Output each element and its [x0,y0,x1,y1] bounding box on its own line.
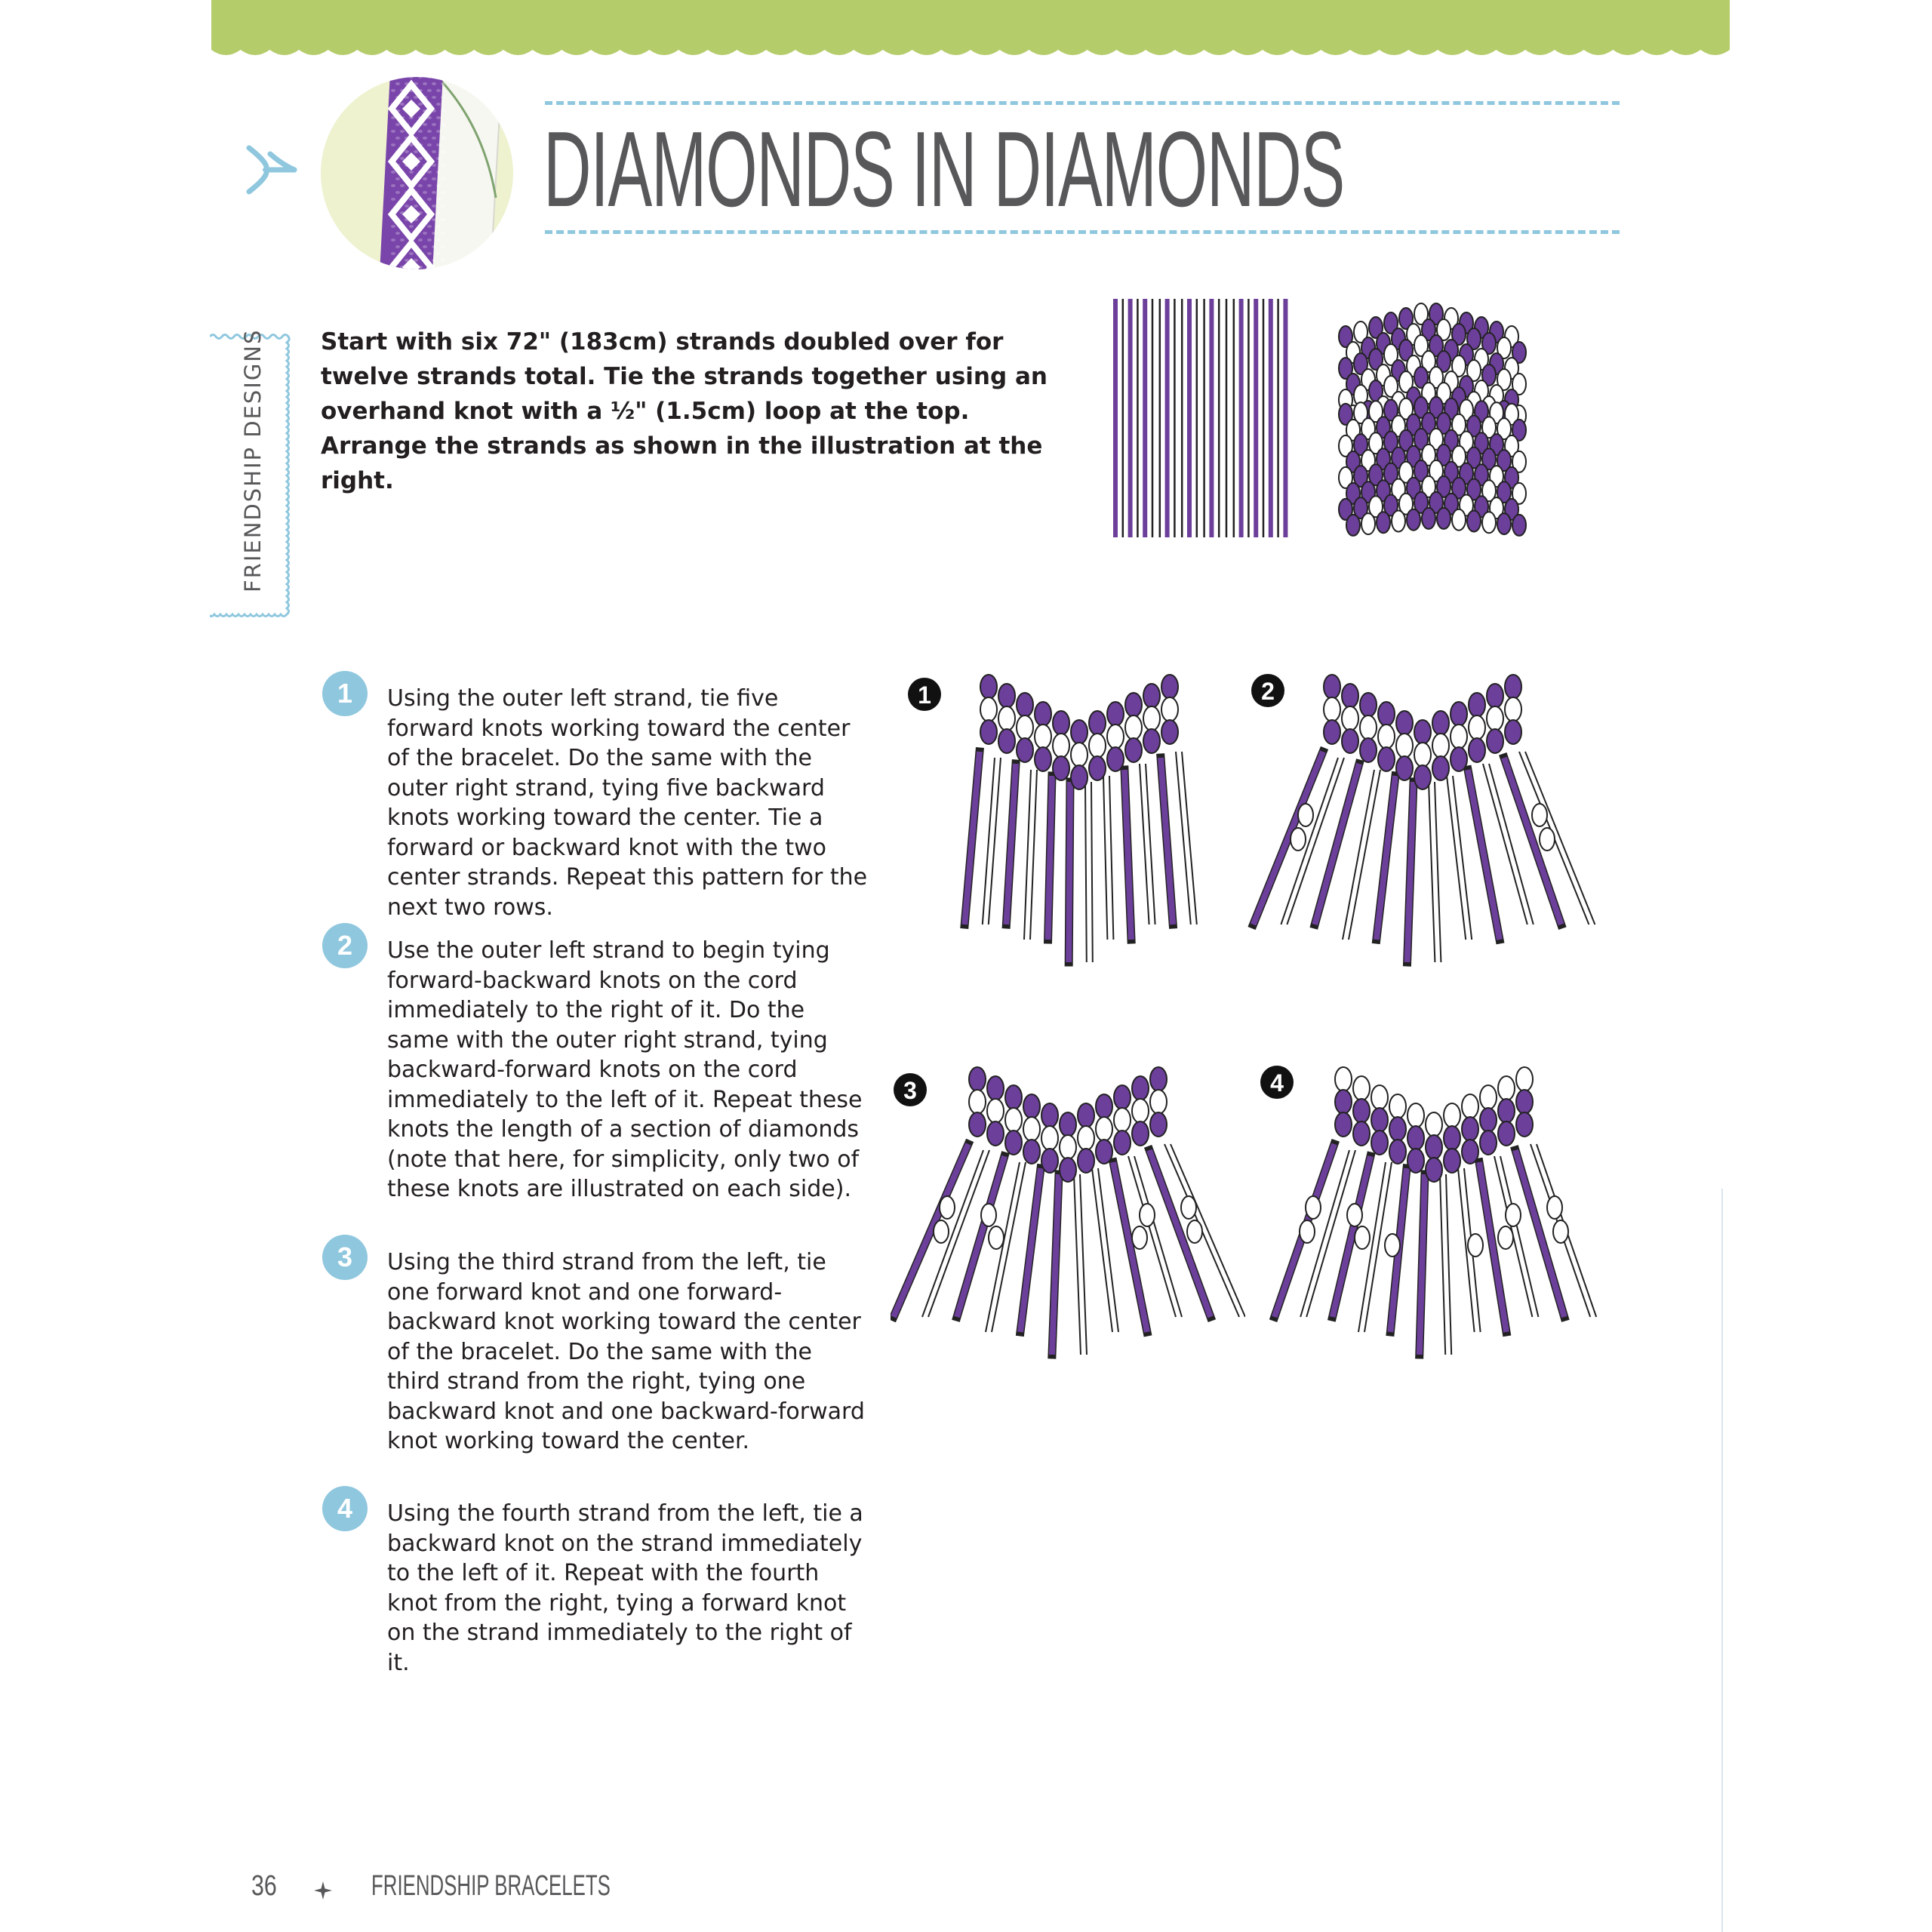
diagram-label: 2 [1261,678,1275,705]
step-number: 2 [337,930,353,961]
step-number-badge [321,670,368,717]
step-text: Using the outer left strand, tie five forward knots working toward the center of the bracelet. Do the same with the outer right strand, tying five backward knots working toward the center. Tie a forward or backward knot with the two center strands. Repeat this pattern for the next two rows. [387,685,868,921]
page-edge-line [1721,1189,1723,1932]
knot-diagram-step-4 [1257,1057,1611,1366]
step-number-badge [321,1485,368,1532]
step-number: 4 [337,1493,353,1524]
step-number: 3 [337,1241,353,1272]
step-text: Using the fourth strand from the left, tie a backward knot on the strand immediately to the left of it. Repeat with the fourth knot from the right, tying a forward knot on the strand immediately to the right of it. [387,1500,863,1676]
strand-arrangement-diagram [1109,294,1298,543]
title-rule-top [545,101,1620,105]
knot-diagram-step-2 [1245,664,1600,974]
diagram-label: 3 [903,1077,917,1104]
diagram-label: 4 [1270,1069,1284,1097]
step-number-badge [321,1234,368,1281]
knot-diagram-step-1 [902,664,1257,974]
step-number: 1 [337,678,353,709]
page-title: DIAMONDS IN DIAMONDS [543,109,1345,229]
star-icon [313,1881,333,1900]
page-number: 36 [251,1870,277,1902]
header-band [211,0,1730,59]
intro-text: Start with six 72" (183cm) strands doubled over for twelve strands total. Tie the strands together using an overhand knot with a ½" (1.5cm) loop at the top. Arrange the strands as shown in the illustration at the right. [321,328,1048,494]
chevron-right-icon [243,143,297,196]
step-number-badge [321,922,368,969]
knot-diagram-step-3 [891,1057,1245,1366]
step-text: Using the third strand from the left, tie one forward knot and one forward-backward knot working toward the center of the bracelet. Do the same with the third strand from the right, tying one backward knot and one backward-forward knot working toward the center. [387,1249,865,1454]
bracelet-photo [321,77,513,269]
pattern-chart-diagram [1332,291,1528,547]
title-rule-bottom [545,230,1620,234]
diagram-label: 1 [918,681,931,709]
section-tab-label: FRIENDSHIP DESIGNS [240,328,266,592]
book-title: FRIENDSHIP BRACELETS [371,1870,611,1902]
step-text: Use the outer left strand to begin tying forward-backward knots on the cord immediately to the right of it. Do the same with the outer right strand, tying backward-forward knots on the cord immediately to the left of it. Repeat these knots the length of a section of diamonds (note that here, for simplicity, only two of these knots are illustrated on each side). [387,937,863,1202]
